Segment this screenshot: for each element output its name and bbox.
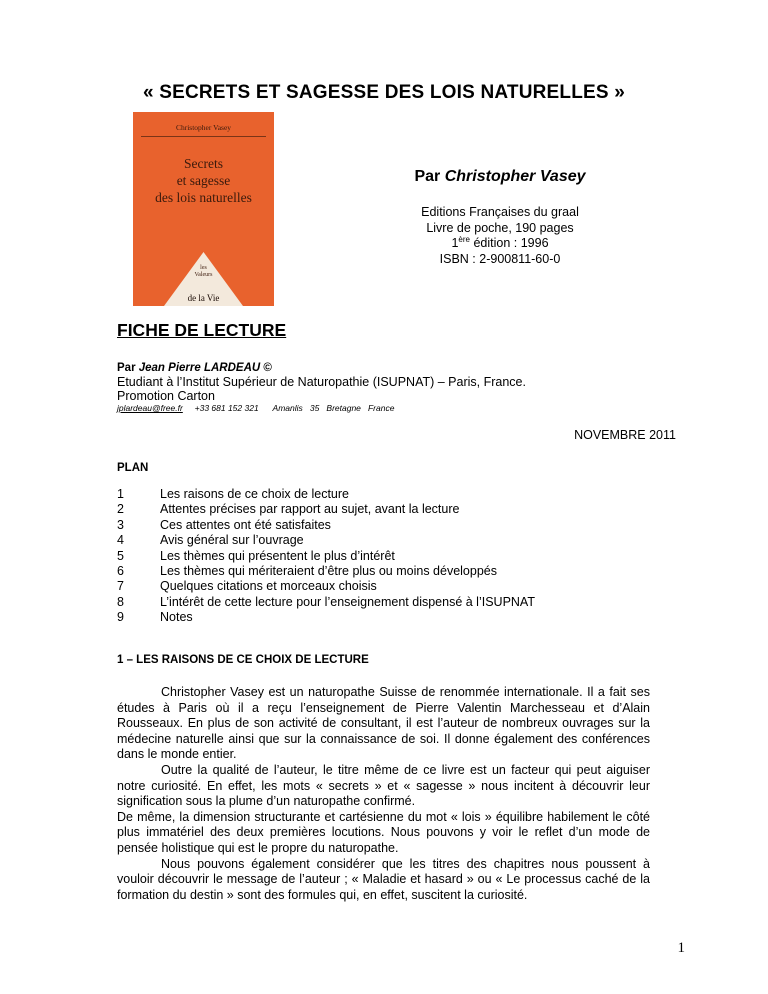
plan-list xyxy=(117,487,657,626)
cover-series-large: de la Vie xyxy=(187,293,220,303)
plan-item: 6 Les thèmes qui mériteraient d’être plus ou moins développés xyxy=(117,563,497,578)
plan-item: 7 Quelques citations et morceaux choisis xyxy=(117,579,377,594)
cover-title: Secrets et sagesse des lois naturelles xyxy=(155,156,252,205)
book-cover-image xyxy=(133,112,274,306)
edition: 1ère édition : 1996 xyxy=(451,235,549,250)
paragraph: De même, la dimension structurante et cartésienne du mot « lois » équilibre habilement le côté plus immatériel des deux premières locutions. Nous pouvons y voir le reflet d’un mode de pensée holistique qui est le propre du naturopathe. xyxy=(117,809,650,855)
book-format: Livre de poche, 190 pages xyxy=(426,220,574,235)
plan-item: 3 Ces attentes ont été satisfaites xyxy=(117,517,331,532)
plan-item: 4 Avis général sur l’ouvrage xyxy=(117,533,304,548)
document-date: NOVEMBRE 2011 xyxy=(574,428,676,442)
cover-rule xyxy=(141,136,266,137)
plan-item: 9 Notes xyxy=(117,610,193,625)
page-number: 1 xyxy=(677,940,685,956)
paragraph: Nous pouvons également considérer que les titres des chapitres nous poussent à vouloir découvrir le message de l’auteur ; « Maladie et hasard » ou « Le processus caché de la formation du destin » sont des formules qui, en effet, suscitent la curiosité. xyxy=(117,856,650,902)
publisher: Editions Françaises du graal xyxy=(421,205,579,219)
paragraph: Christopher Vasey est un naturopathe Suisse de renommée internationale. Il a fait ses études à Paris où il a reçu l’enseignement de Pierre Valentin Marchesseau et d’Alain Rousseaux. En plus de son activité de consultant, il est l’auteur de nombreux ouvrages sur la médecine naturelle ainsi que sur la connaissance de soi. Il donne également des conférences dans le monde entier. xyxy=(117,685,650,762)
plan-item: 5 Les thèmes qui présentent le plus d’intérêt xyxy=(117,548,395,563)
publication-info xyxy=(360,205,640,267)
plan-item: 2 Attentes précises par rapport au sujet, avant la lecture xyxy=(117,502,460,517)
reviewer-promotion: Promotion Carton xyxy=(117,389,215,403)
section-body xyxy=(117,685,650,903)
fiche-heading: FICHE DE LECTURE xyxy=(117,320,287,340)
plan-item: 8 L’intérêt de cette lecture pour l’enseignement dispensé à l’ISUPNAT xyxy=(117,594,535,609)
plan-item: 1 Les raisons de ce choix de lecture xyxy=(117,487,349,501)
reviewer-byline: Par Jean Pierre LARDEAU © xyxy=(117,362,272,374)
isbn: ISBN : 2-900811-60-0 xyxy=(439,251,561,266)
document-title: « SECRETS ET SAGESSE DES LOIS NATURELLES » xyxy=(142,82,626,103)
cover-series-small: les Valeurs xyxy=(194,265,213,278)
location: Amanlis 35 Bretagne France xyxy=(272,403,395,413)
plan-heading: PLAN xyxy=(117,462,149,474)
phone: +33 681 152 321 xyxy=(194,403,259,413)
section-heading: 1 – LES RAISONS DE CE CHOIX DE LECTURE xyxy=(117,654,369,666)
paragraph: Outre la qualité de l’auteur, le titre même de ce livre est un facteur qui peut aiguiser notre curiosité. En effet, les mots « secrets » et « sagesse » nous incitent à découvrir leur signification sous la plume d’un naturopathe confirmé. xyxy=(117,762,650,809)
reviewer-contact xyxy=(117,403,394,413)
cover-author: Christopher Vasey xyxy=(175,123,232,132)
reviewer-school: Etudiant à l’Institut Supérieur de Naturopathie (ISUPNAT) – Paris, France. xyxy=(117,375,526,389)
email-link[interactable]: jplardeau@free.fr xyxy=(117,403,183,413)
book-byline: Par Christopher Vasey xyxy=(414,168,586,185)
